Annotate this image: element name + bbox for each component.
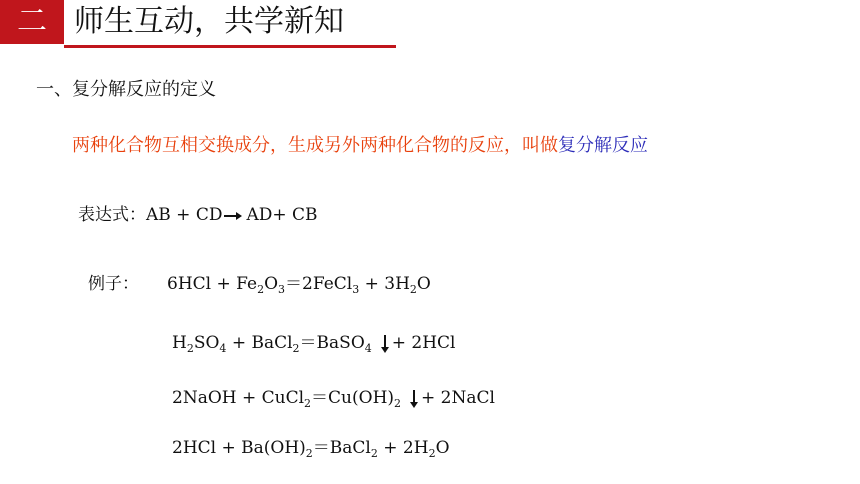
eq2-sub: 4 — [219, 342, 227, 355]
eq2-sub: 2 — [292, 342, 300, 355]
eq3-part: 2NaOH + CuCl — [172, 388, 305, 408]
section-number-badge: 二 — [0, 0, 64, 44]
eq3-part: + 2NaCl — [421, 388, 495, 408]
eq4-part: + 2H — [377, 438, 429, 458]
page-title: 师生互动，共学新知 — [74, 4, 344, 39]
eq1-part: + 3H — [359, 274, 410, 294]
eq2-part: + BaCl — [226, 333, 293, 353]
precipitate-arrow-icon — [380, 335, 390, 353]
title-underline — [64, 45, 396, 48]
eq2-part: + 2HCl — [391, 333, 456, 353]
definition-red-text: 两种化合物互相交换成分，生成另外两种化合物的反应，叫做 — [72, 135, 558, 156]
example-equation-3 — [172, 386, 495, 410]
eq1-sub: 3 — [278, 283, 286, 296]
eq3-sub: 2 — [394, 397, 402, 410]
eq2-sub: 4 — [364, 342, 372, 355]
eq2-part: SO — [193, 333, 220, 353]
definition-text — [72, 134, 648, 158]
eq1-part: ＝2FeCl — [285, 274, 353, 294]
eq4-part: O — [435, 438, 450, 458]
eq1-part: O — [264, 274, 279, 294]
examples-label: 例子： — [88, 274, 139, 294]
eq1-part: 6HCl + Fe — [167, 274, 258, 294]
expression-line — [78, 203, 318, 227]
definition-term: 复分解反应 — [558, 135, 648, 156]
eq4-sub: 2 — [428, 447, 436, 460]
example-equation-1 — [88, 272, 431, 296]
eq1-sub: 2 — [257, 283, 265, 296]
eq3-sub: 2 — [304, 397, 312, 410]
precipitate-arrow-icon — [409, 390, 419, 408]
right-arrow-icon — [224, 211, 242, 221]
eq4-part: ＝BaCl — [312, 438, 371, 458]
expression-right: AD+ CB — [246, 205, 318, 225]
expression-label: 表达式： — [78, 205, 146, 225]
eq2-part: H — [172, 333, 187, 353]
eq2-part: ＝BaSO — [299, 333, 365, 353]
section-heading: 一、复分解反应的定义 — [36, 79, 216, 100]
expression-left: AB + CD — [146, 205, 223, 225]
eq4-sub: 2 — [305, 447, 313, 460]
eq1-sub: 2 — [409, 283, 417, 296]
eq3-part: ＝Cu(OH) — [311, 388, 395, 408]
example-equation-2 — [172, 331, 456, 355]
eq1-part: O — [416, 274, 431, 294]
eq1-sub: 3 — [352, 283, 360, 296]
eq4-part: 2HCl + Ba(OH) — [172, 438, 306, 458]
example-equation-4 — [172, 436, 450, 460]
eq4-sub: 2 — [370, 447, 378, 460]
eq2-sub: 2 — [186, 342, 194, 355]
